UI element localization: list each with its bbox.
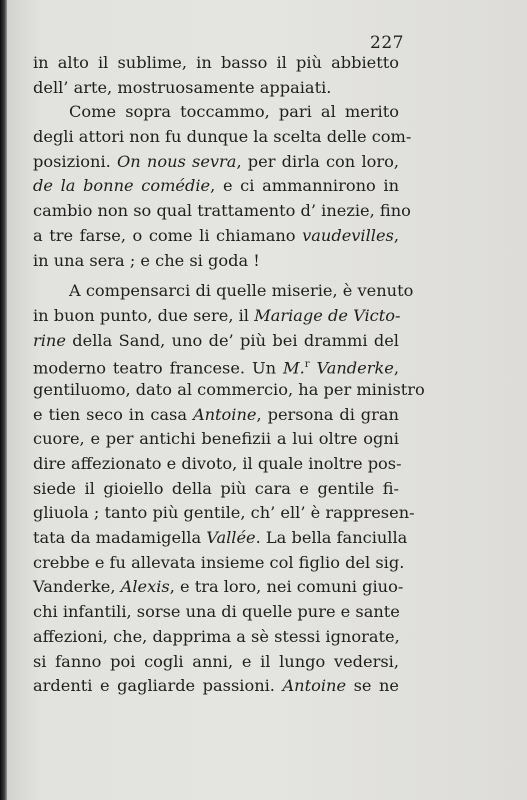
text-line xyxy=(33,477,399,502)
text-run: in una sera ; e che si goda ! xyxy=(33,250,260,270)
text-run: crebbe e fu allevata insieme col figlio del sig. xyxy=(33,552,405,572)
italic-text: Vanderke xyxy=(309,358,394,378)
text-line xyxy=(33,353,399,378)
text-run: in alto il sublime, in basso il più abbietto xyxy=(33,53,399,72)
text-run: posizioni. xyxy=(33,151,117,171)
text-line xyxy=(33,224,399,249)
text-run: , e ci ammannirono in xyxy=(210,176,400,196)
text-run: , xyxy=(393,358,399,378)
text-line xyxy=(33,279,414,304)
text-run: , e tra loro, nei comuni giuo- xyxy=(169,577,404,597)
text-line xyxy=(33,249,399,274)
italic-text: Alexis xyxy=(120,577,170,597)
text-run: cambio non so qual trattamento d’ inezie, fino xyxy=(33,201,411,221)
text-line xyxy=(33,403,399,428)
page-number: 227 xyxy=(370,33,404,53)
text-run: , xyxy=(393,225,399,245)
text-run: tata da madamigella xyxy=(33,528,207,548)
italic-text: M. xyxy=(283,358,305,378)
text-run: ardenti e gagliarde passioni. xyxy=(33,676,283,696)
superscript-text: r xyxy=(304,359,310,371)
italic-text: Antoine xyxy=(282,676,347,696)
text-run: della Sand, uno de’ più bei drammi del xyxy=(65,330,399,350)
text-line xyxy=(33,199,411,224)
text-run: , persona di gran xyxy=(256,404,399,424)
text-line xyxy=(33,125,412,150)
text-line xyxy=(33,551,405,576)
text-line xyxy=(33,329,399,354)
italic-text: vaudevilles xyxy=(302,225,394,245)
text-run: affezioni, che, dapprima a sè stessi ignorate, xyxy=(33,626,400,646)
italic-text: rine xyxy=(33,330,66,350)
text-line xyxy=(33,76,399,101)
text-line xyxy=(33,625,399,650)
text-line xyxy=(33,378,425,403)
text-run: Come sopra toccammo, pari al merito xyxy=(69,102,399,122)
text-run: dell’ arte, mostruosamente appaiati. xyxy=(33,77,332,97)
body-text xyxy=(33,51,425,699)
text-line xyxy=(33,427,399,452)
text-line xyxy=(33,501,415,526)
italic-text: Antoine xyxy=(192,404,257,424)
text-run: . La bella fanciulla xyxy=(255,528,408,548)
text-run: e tien seco in casa xyxy=(33,404,193,424)
text-run: degli attori non fu dunque la scelta delle com- xyxy=(33,127,412,147)
text-line xyxy=(33,575,404,600)
text-run: a tre farse, o come li chiamano xyxy=(33,225,303,245)
text-run: , per dirla con loro, xyxy=(236,151,399,171)
text-line xyxy=(33,174,399,199)
text-line xyxy=(33,674,399,699)
text-line xyxy=(33,304,399,329)
text-run: dire affezionato e divoto, il quale inoltre pos- xyxy=(33,454,402,473)
text-line xyxy=(33,526,408,551)
text-line xyxy=(33,600,399,625)
page-binding-edge xyxy=(0,0,7,800)
text-run: si fanno poi cogli anni, e il lungo vedersi, xyxy=(33,651,399,671)
text-run: chi infantili, sorse una di quelle pure e sante xyxy=(33,602,400,622)
text-line xyxy=(33,650,399,675)
text-line xyxy=(33,150,399,175)
text-run: Vanderke, xyxy=(33,577,121,597)
text-run: se ne xyxy=(346,676,399,696)
text-line xyxy=(33,51,399,76)
italic-text: Mariage de Victo- xyxy=(254,305,401,325)
text-run: cuore, e per antichi benefizii a lui oltre ogni xyxy=(33,429,399,449)
text-line xyxy=(33,100,399,125)
text-run: siede il gioiello della più cara e gentile fi- xyxy=(33,478,399,498)
text-run: gliuola ; tanto più gentile, ch’ ell’ è rappresen- xyxy=(33,503,415,523)
italic-text: On nous sevra xyxy=(117,151,237,171)
text-run: in buon punto, due sere, il xyxy=(33,305,255,325)
italic-text: de la bonne comédie xyxy=(33,176,211,196)
italic-text: Vallée xyxy=(206,528,256,548)
text-run: A compensarci di quelle miserie, è venuto xyxy=(69,281,414,301)
text-line xyxy=(33,452,402,477)
text-run: moderno teatro francese. Un xyxy=(33,358,284,378)
text-run: gentiluomo, dato al commercio, ha per ministro xyxy=(33,379,425,399)
